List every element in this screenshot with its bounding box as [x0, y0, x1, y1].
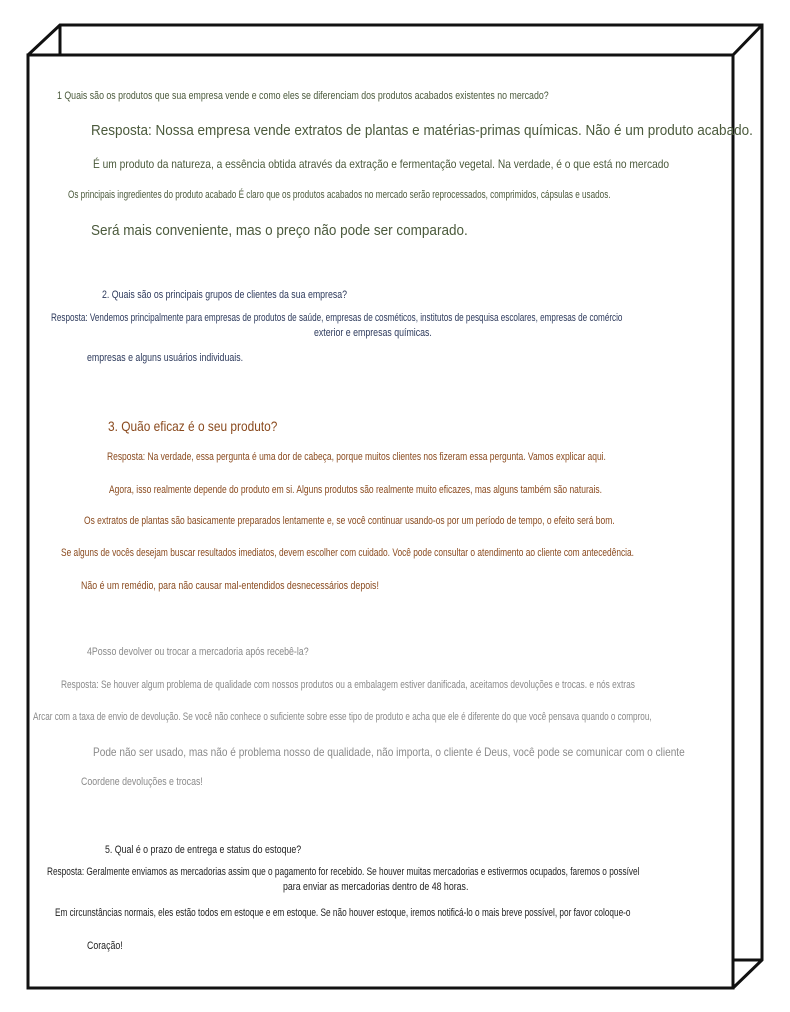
answer-5-line: Em circunstâncias normais, eles estão todos em estoque e em estoque. Se não houver estoque, iremos notificá-lo o mais breve possível, por favor coloque-o: [55, 907, 631, 919]
answer-5-line: para enviar as mercadorias dentro de 48 horas.: [283, 881, 469, 893]
question-3: 3. Quão eficaz é o seu produto?: [108, 418, 278, 434]
question-5: 5. Qual é o prazo de entrega e status do estoque?: [105, 844, 302, 856]
answer-5-line: Coração!: [87, 940, 123, 952]
answer-1-line: Os principais ingredientes do produto acabado É claro que os produtos acabados no mercado serão reprocessados, comprimidos, cápsulas e usados.: [68, 189, 611, 201]
question-1: 1 Quais são os produtos que sua empresa vende e como eles se diferenciam dos produtos acabados existentes no mercado?: [57, 90, 549, 102]
answer-3-line: Agora, isso realmente depende do produto em si. Alguns produtos são realmente muito eficazes, mas alguns também são naturais.: [109, 484, 602, 496]
answer-2-line: empresas e alguns usuários individuais.: [87, 352, 244, 364]
answer-1-line: É um produto da natureza, a essência obtida através da extração e fermentação vegetal. Na verdade, é o que está no mercado: [93, 157, 670, 171]
answer-4-line: Arcar com a taxa de envio de devolução. Se você não conhece o suficiente sobre esse tipo de produto e acha que ele é diferente do que você pensava quando o comprou,: [33, 711, 652, 723]
answer-1-line: Resposta: Nossa empresa vende extratos de plantas e matérias-primas químicas. Não é um produto acabado.: [91, 122, 753, 139]
answer-3-line: Resposta: Na verdade, essa pergunta é uma dor de cabeça, porque muitos clientes nos fizeram essa pergunta. Vamos explicar aqui.: [107, 451, 606, 463]
answer-4-line: Pode não ser usado, mas não é problema nosso de qualidade, não importa, o cliente é Deus, você pode se comunicar com o cliente: [93, 745, 685, 759]
answer-5-line: Resposta: Geralmente enviamos as mercadorias assim que o pagamento for recebido. Se houver muitas mercadorias e estivermos ocupados, faremos o possível: [47, 866, 640, 878]
answer-2-line: Resposta: Vendemos principalmente para empresas de produtos de saúde, empresas de cosméticos, institutos de pesquisa escolares, empresas de comércio: [51, 312, 623, 324]
answer-1-line: Será mais conveniente, mas o preço não pode ser comparado.: [91, 222, 468, 239]
answer-3-line: Se alguns de vocês desejam buscar resultados imediatos, devem escolher com cuidado. Você pode consultar o atendimento ao cliente com antecedência.: [61, 547, 635, 559]
answer-4-line: Resposta: Se houver algum problema de qualidade com nossos produtos ou a embalagem estiver danificada, aceitamos devoluções e trocas. e nós extras: [61, 679, 635, 691]
question-4: 4Posso devolver ou trocar a mercadoria após recebê-la?: [87, 646, 309, 658]
answer-3-line: Os extratos de plantas são basicamente preparados lentamente e, se você continuar usando-os por um período de tempo, o efeito será bom.: [84, 515, 615, 527]
answer-3-line: Não é um remédio, para não causar mal-entendidos desnecessários depois!: [81, 580, 379, 592]
answer-2-line: exterior e empresas químicas.: [314, 327, 432, 339]
answer-4-line: Coordene devoluções e trocas!: [81, 776, 203, 788]
question-2: 2. Quais são os principais grupos de clientes da sua empresa?: [102, 289, 348, 301]
